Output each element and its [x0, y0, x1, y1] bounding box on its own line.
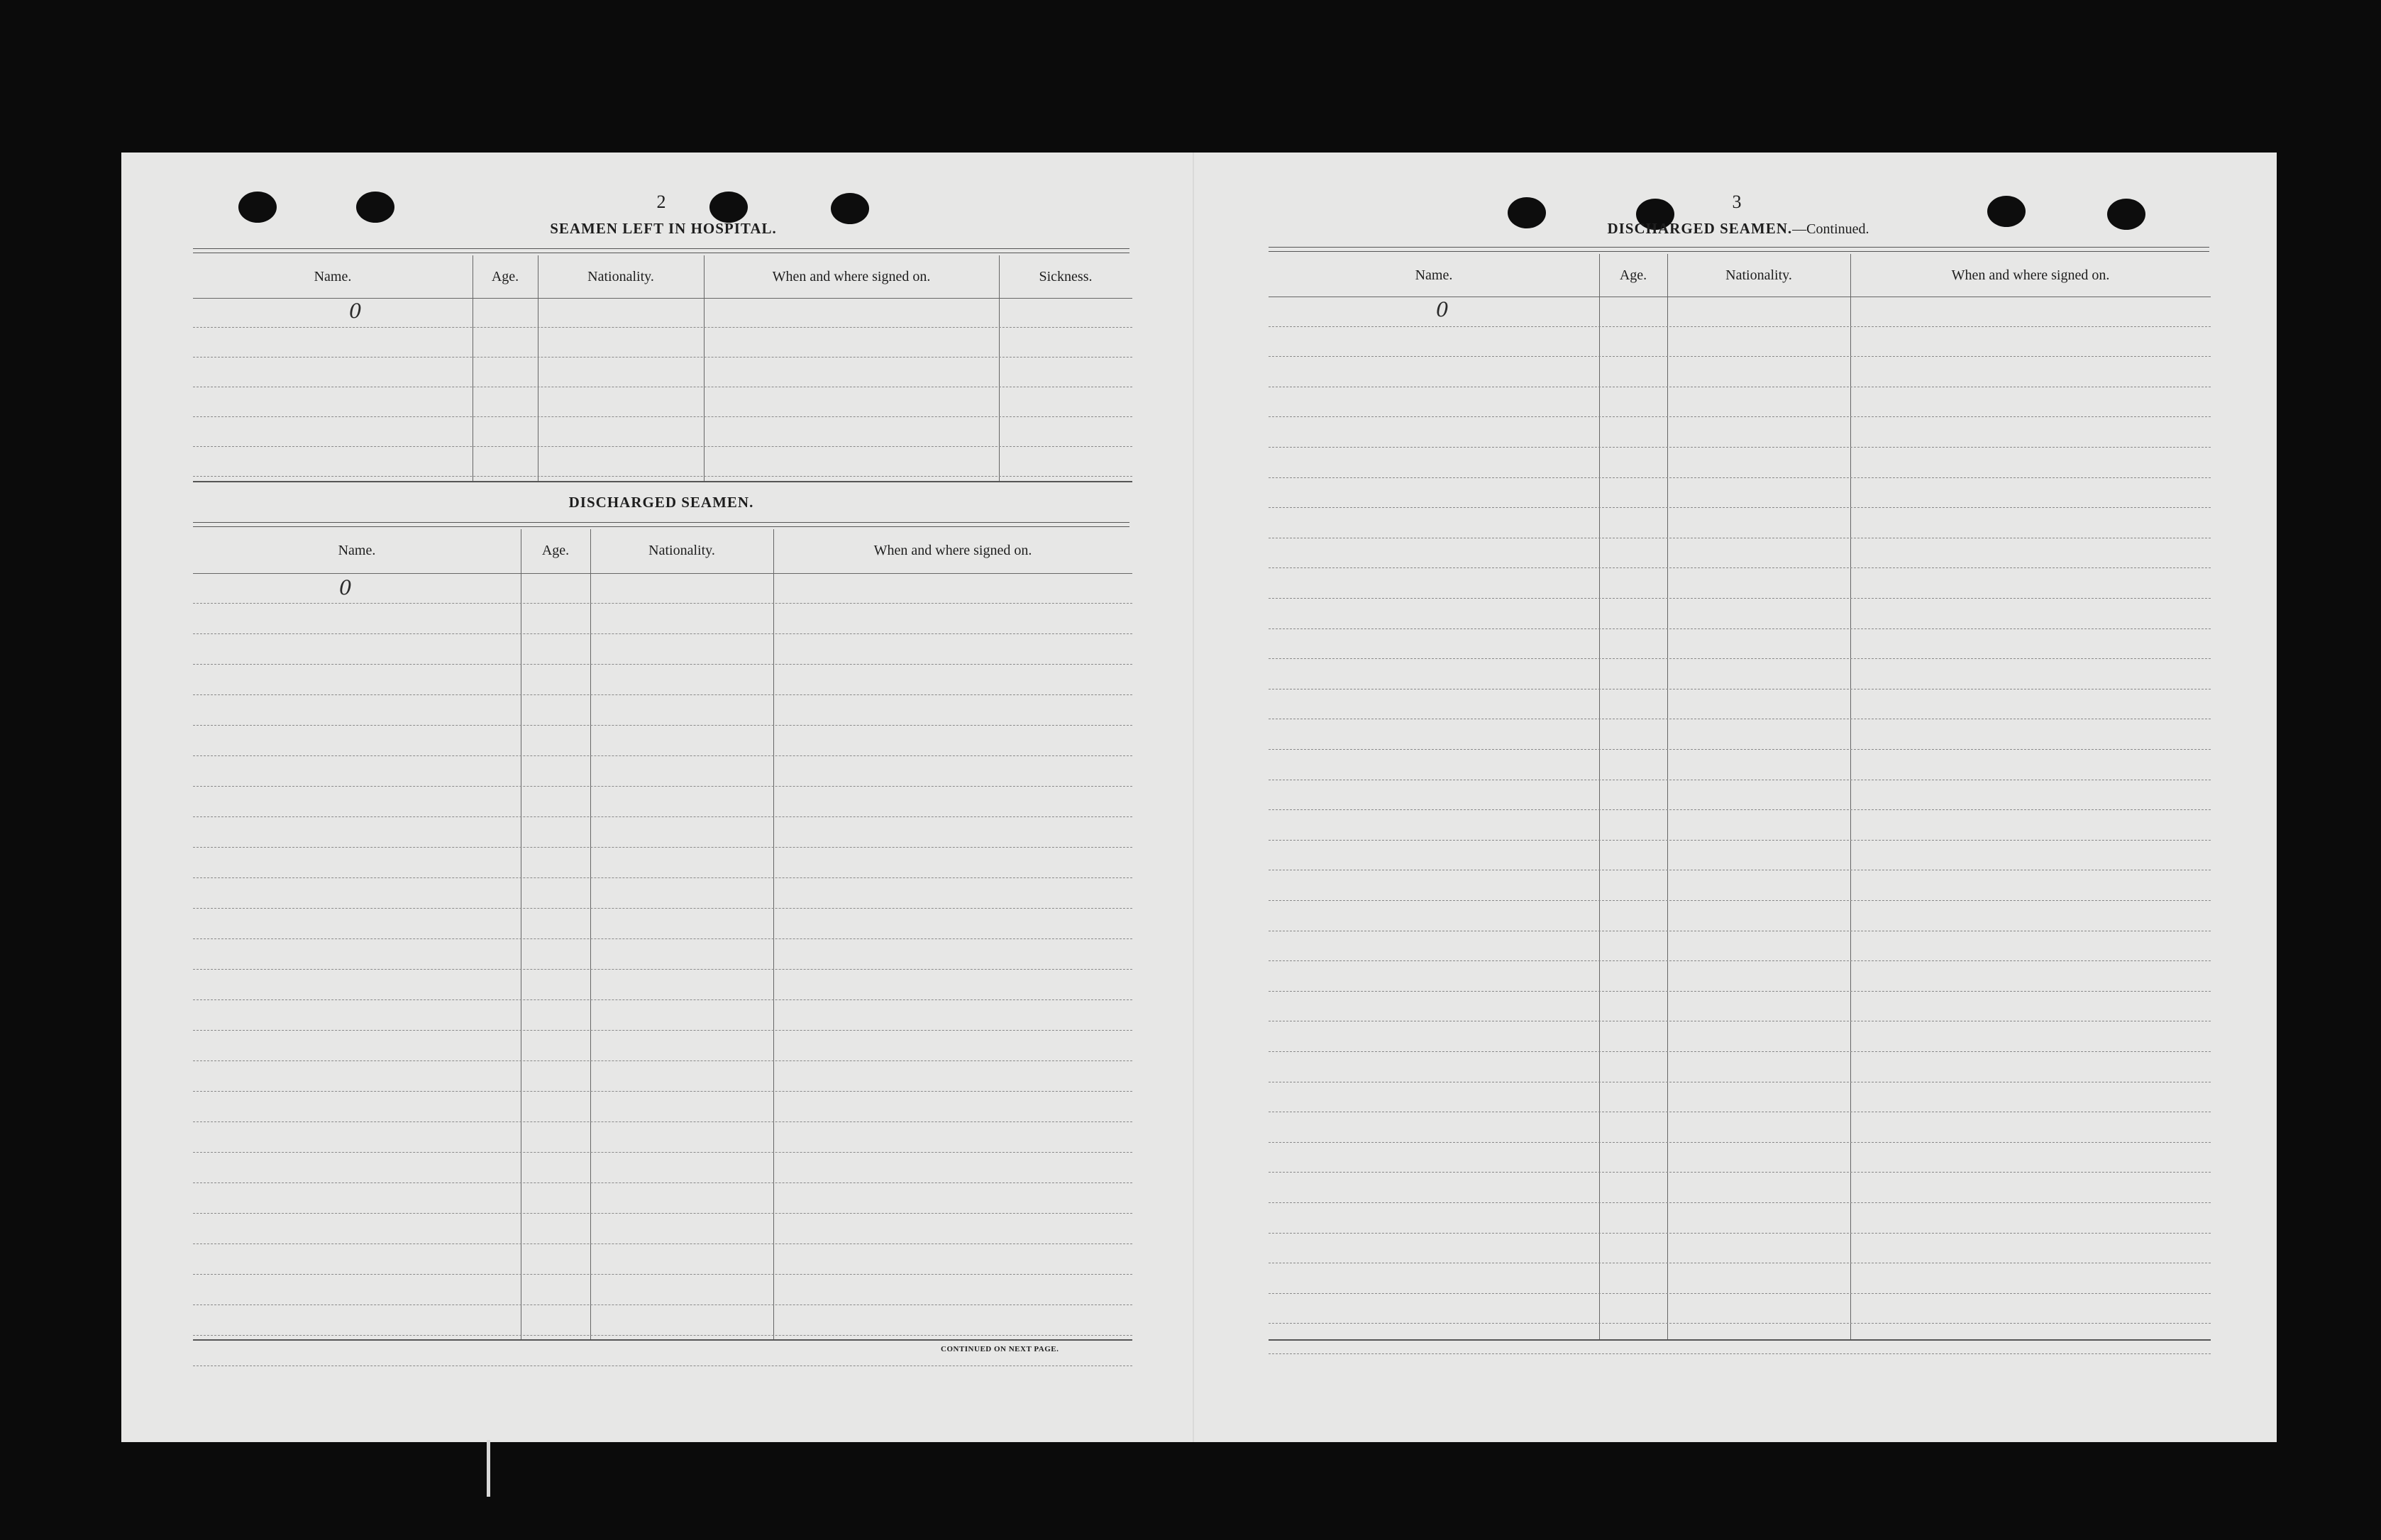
table-row [193, 447, 1132, 477]
table-row [193, 787, 1132, 817]
table-row [193, 1214, 1132, 1244]
table-row [1269, 538, 2211, 569]
col-header-sickness: Sickness. [1039, 269, 1093, 284]
table-row [1269, 1294, 2211, 1324]
table-row [193, 417, 1132, 447]
table-row [1269, 810, 2211, 841]
table-row [1269, 1082, 2211, 1113]
table-row [1269, 961, 2211, 992]
discharged-table-left [193, 529, 1132, 1339]
table-row [1269, 357, 2211, 387]
table-row [1269, 931, 2211, 962]
table-row [1269, 1052, 2211, 1082]
punch-hole [831, 193, 869, 224]
table-row [1269, 508, 2211, 538]
table-row [1269, 1173, 2211, 1203]
table-row [1269, 1263, 2211, 1294]
table-row [193, 1153, 1132, 1183]
table-row [1269, 780, 2211, 811]
table-row [193, 1305, 1132, 1336]
table-row [193, 573, 1132, 604]
col-header-age: Age. [541, 543, 570, 558]
table-bottom-rule [193, 481, 1132, 482]
dotted-rule [193, 1365, 1132, 1366]
table-row [193, 756, 1132, 787]
col-header-age: Age. [1619, 267, 1647, 283]
col-header-signed-on: When and where signed on. [873, 543, 1032, 558]
col-header-nationality: Nationality. [1725, 267, 1792, 283]
punch-hole [1508, 197, 1546, 228]
hospital-section-title: SEAMEN LEFT IN HOSPITAL. [550, 220, 777, 237]
table-row [193, 387, 1132, 417]
col-header-name: Name. [338, 543, 376, 558]
table-row [193, 939, 1132, 970]
table-row [1269, 1203, 2211, 1234]
page-fold [1193, 153, 1194, 1442]
discharged-table-right [1269, 254, 2211, 1339]
table-row [1269, 417, 2211, 448]
discharged-continued-title [1561, 220, 1916, 238]
table-row [193, 878, 1132, 909]
table-bottom-rule [193, 1339, 1132, 1341]
table-row [193, 909, 1132, 939]
col-header-name: Name. [1415, 267, 1453, 283]
table-row [1269, 1112, 2211, 1143]
table-row [1269, 599, 2211, 629]
table-row [193, 1031, 1132, 1061]
title-suffix: —Continued. [1792, 221, 1869, 237]
col-header-nationality: Nationality. [587, 269, 654, 284]
table-row [193, 1122, 1132, 1153]
hospital-table [193, 255, 1132, 481]
table-row [1269, 1234, 2211, 1264]
col-header-signed-on: When and where signed on. [1951, 267, 2110, 283]
table-row [1269, 387, 2211, 418]
table-row [1269, 568, 2211, 599]
table-bottom-rule [1269, 1339, 2211, 1341]
title-main: DISCHARGED SEAMEN. [1607, 220, 1793, 237]
punch-hole [2107, 199, 2145, 230]
punch-hole [238, 192, 277, 223]
table-row [1269, 1021, 2211, 1052]
scratch-mark [487, 1440, 490, 1497]
page-number-right: 3 [1732, 192, 1742, 212]
handwritten-entry: 0 [349, 299, 362, 323]
dotted-rule [1269, 1353, 2211, 1354]
discharged-section-title: DISCHARGED SEAMEN. [568, 494, 754, 511]
col-header-nationality: Nationality. [648, 543, 715, 558]
table-row [193, 695, 1132, 726]
table-row [193, 665, 1132, 695]
table-row [1269, 1143, 2211, 1173]
title-rule [1269, 247, 2209, 252]
punch-hole [709, 192, 748, 223]
col-header-name: Name. [314, 269, 352, 284]
table-row [193, 328, 1132, 358]
page-number-left: 2 [656, 192, 666, 212]
table-row [193, 298, 1132, 328]
table-row [1269, 629, 2211, 660]
table-row [193, 604, 1132, 634]
handwritten-entry: 0 [1436, 298, 1449, 321]
table-row [193, 970, 1132, 1000]
table-row [1269, 750, 2211, 780]
table-row [193, 1000, 1132, 1031]
table-row [193, 817, 1132, 848]
table-row [1269, 719, 2211, 750]
table-row [1269, 327, 2211, 358]
title-rule [193, 522, 1129, 527]
table-row [193, 634, 1132, 665]
table-row [193, 1092, 1132, 1122]
table-row [193, 848, 1132, 878]
dotted-rule [193, 476, 1132, 477]
col-header-age: Age. [491, 269, 519, 284]
table-row [1269, 841, 2211, 871]
table-row [193, 726, 1132, 756]
punch-hole [1987, 196, 2026, 227]
punch-hole [356, 192, 394, 223]
table-row [1269, 870, 2211, 901]
table-row [1269, 992, 2211, 1022]
col-header-signed-on: When and where signed on. [772, 269, 931, 284]
table-row [193, 358, 1132, 387]
table-row [1269, 659, 2211, 689]
table-row [1269, 297, 2211, 327]
handwritten-entry: 0 [339, 576, 352, 599]
table-row [1269, 448, 2211, 478]
table-row [193, 1244, 1132, 1275]
table-row [193, 1275, 1132, 1305]
continued-footer: CONTINUED ON NEXT PAGE. [941, 1345, 1059, 1353]
table-row [193, 1183, 1132, 1214]
table-row [1269, 478, 2211, 509]
table-row [193, 1061, 1132, 1092]
title-rule [193, 248, 1129, 253]
table-row [1269, 689, 2211, 720]
table-row [1269, 901, 2211, 931]
